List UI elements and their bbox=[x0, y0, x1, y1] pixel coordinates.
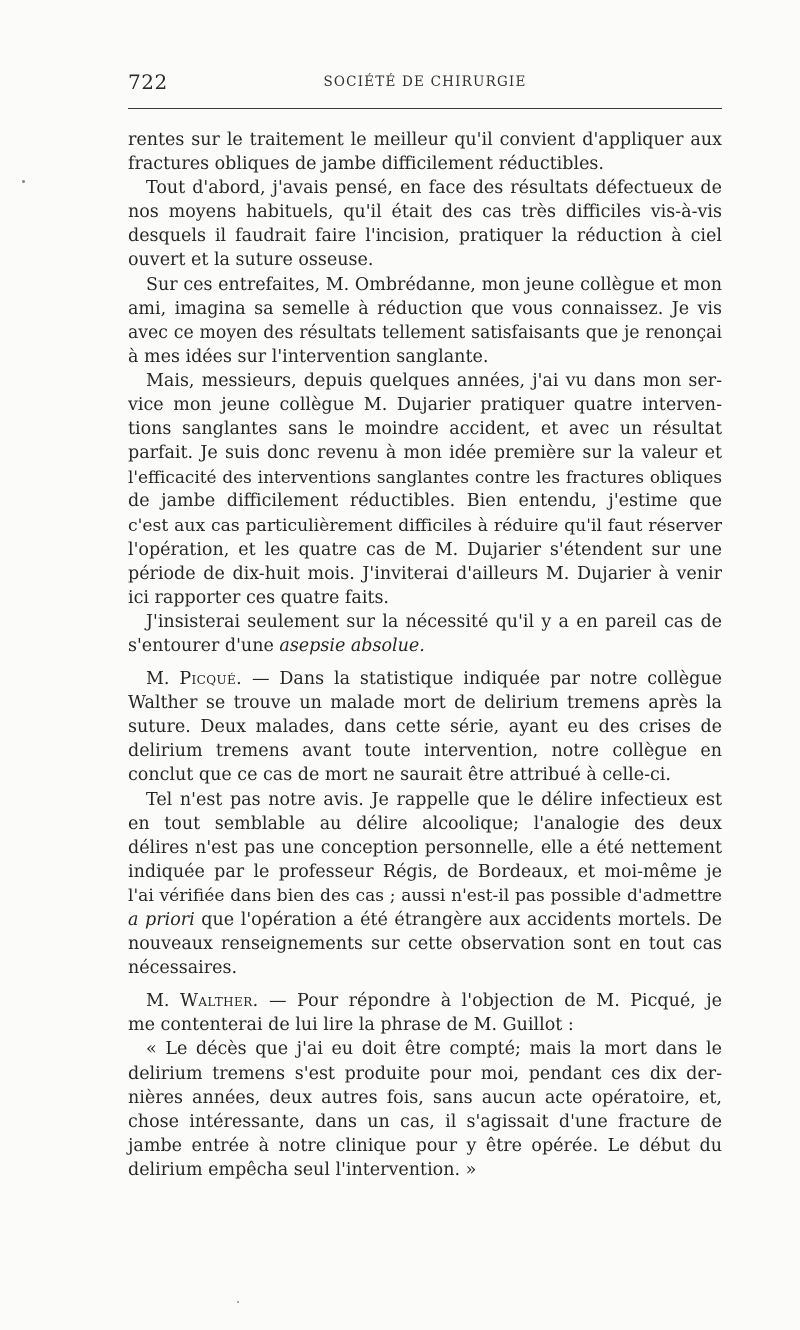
journal-title: SOCIÉTÉ DE CHIRURGIE bbox=[323, 74, 527, 90]
text-line: Walther se trouve un malade mort de delirium tremens après la bbox=[128, 693, 722, 714]
text-line: « Le décès que j'ai eu doit être compté; mais la mort dans le bbox=[146, 1039, 722, 1060]
text-line bbox=[128, 989, 722, 1013]
text-line: l'opération, et les quatre cas de M. Dujarier s'étendent sur une bbox=[128, 539, 722, 560]
text-span: — Pour répondre à l'objection de M. Picqué, je bbox=[258, 991, 722, 1012]
text-line: en tout semblable au délire alcoolique; l'analogie des deux bbox=[128, 813, 722, 834]
text-line: tions sanglantes sans le moindre accident, et avec un résultat bbox=[128, 419, 722, 440]
text-line: jambe entrée à notre clinique pour y être opérée. Le début du bbox=[128, 1135, 722, 1156]
text-line: nouveaux renseignements sur cette observation sont en tout cas bbox=[128, 934, 722, 955]
text-line: Mais, messieurs, depuis quelques années, j'ai vu dans mon ser- bbox=[146, 370, 722, 391]
text-span: M. bbox=[146, 669, 180, 690]
speaker-name: Walther. bbox=[179, 991, 259, 1012]
text-line: à mes idées sur l'intervention sanglante. bbox=[128, 346, 489, 367]
text-line: vice mon jeune collègue M. Dujarier pratiquer quatre interven- bbox=[128, 395, 722, 416]
text-line: fractures obliques de jambe difficilement réductibles. bbox=[128, 154, 604, 175]
text-line: ici rapporter ces quatre faits. bbox=[128, 587, 389, 608]
speaker-name: Picqué. bbox=[179, 669, 243, 690]
text-line: Sur ces entrefaites, M. Ombrédanne, mon jeune collègue et mon bbox=[146, 274, 722, 295]
text-span: s'entourer d'une bbox=[128, 635, 280, 656]
text-line: rentes sur le traitement le meilleur qu'il convient d'appliquer aux bbox=[128, 130, 722, 150]
text-line: J'insisterai seulement sur la nécessité qu'il y a en pareil cas de bbox=[146, 611, 722, 632]
text-line: de jambe difficilement réductibles. Bien entendu, j'estime que bbox=[128, 491, 722, 512]
emphasis-text: a priori bbox=[128, 910, 195, 930]
scan-speck bbox=[237, 1301, 239, 1303]
text-line bbox=[128, 667, 722, 691]
running-head bbox=[128, 70, 722, 100]
emphasis-text: asepsie absolue. bbox=[279, 635, 425, 656]
text-line: suture. Deux malades, dans cette série, ayant eu des crises de bbox=[128, 717, 722, 738]
text-line: me contenterai de lui lire la phrase de M. Guillot : bbox=[128, 1015, 574, 1036]
page-number: 722 bbox=[128, 70, 168, 94]
text-line: l'ai vérifiée dans bien des cas ; aussi n'est-il pas possible d'admettre bbox=[128, 885, 722, 906]
header-rule bbox=[128, 108, 722, 109]
text-line: ouvert et la suture osseuse. bbox=[128, 250, 374, 271]
text-line bbox=[128, 908, 722, 932]
text-line: nos moyens habituels, qu'il était des cas très difficiles vis-à-vis bbox=[128, 202, 722, 223]
text-line: parfait. Je suis donc revenu à mon idée première sur la valeur et bbox=[128, 443, 722, 464]
text-line: période de dix-huit mois. J'inviterai d'ailleurs M. Dujarier à venir bbox=[128, 563, 722, 584]
text-line: c'est aux cas particulièrement difficiles à réduire qu'il faut réserver bbox=[128, 515, 722, 536]
text-line: ami, imagina sa semelle à réduction que vous connaissez. Je vis bbox=[128, 298, 722, 319]
text-span: M. bbox=[146, 991, 180, 1012]
text-line: nécessaires. bbox=[128, 958, 238, 979]
text-line: Tel n'est pas notre avis. Je rappelle que le délire infectieux est bbox=[146, 789, 722, 810]
text-line bbox=[128, 634, 722, 658]
text-line: delirium tremens s'est produite pour moi, pendant ces dix der- bbox=[128, 1063, 722, 1084]
text-line: l'efficacité des interventions sanglantes contre les fractures obliques bbox=[128, 467, 722, 488]
scan-speck bbox=[22, 180, 25, 183]
text-line: délires n'est pas une conception personnelle, elle a été nettement bbox=[128, 837, 722, 858]
text-span: que l'opération a été étrangère aux accidents mortels. De bbox=[194, 910, 722, 930]
text-span: — Dans la statistique indiquée par notre collègue bbox=[242, 669, 722, 690]
text-line: chose intéressante, dans un cas, il s'agissait d'une fracture de bbox=[128, 1111, 722, 1132]
text-line: avec ce moyen des résultats tellement satisfaisants que je renonçai bbox=[128, 322, 722, 343]
text-line: desquels il faudrait faire l'incision, pratiquer la réduction à ciel bbox=[128, 226, 722, 247]
text-line: delirium empêcha seul l'intervention. » bbox=[128, 1159, 477, 1180]
text-line: conclut que ce cas de mort ne saurait être attribué à celle-ci. bbox=[128, 765, 671, 786]
text-line: indiquée par le professeur Régis, de Bordeaux, et moi-même je bbox=[128, 861, 722, 882]
text-line: delirium tremens avant toute intervention, notre collègue en bbox=[128, 741, 722, 762]
text-line: nières années, deux autres fois, sans aucun acte opératoire, et, bbox=[128, 1087, 722, 1108]
text-line: Tout d'abord, j'avais pensé, en face des résultats défectueux de bbox=[146, 178, 722, 199]
body-text bbox=[128, 128, 722, 1182]
